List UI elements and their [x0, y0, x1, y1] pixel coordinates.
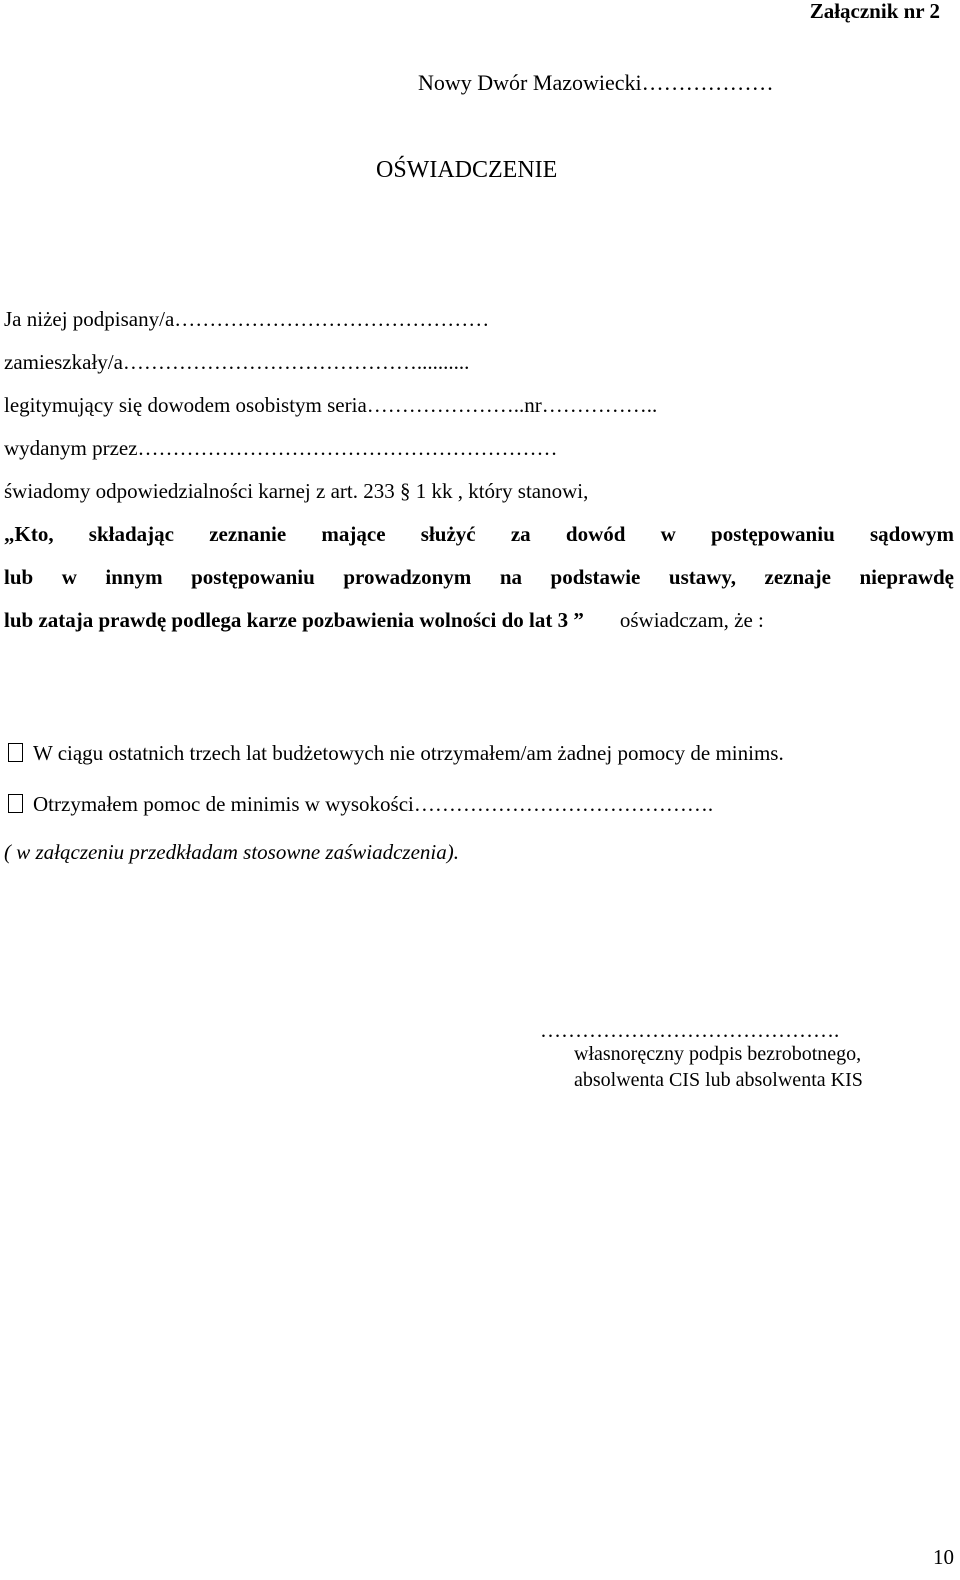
- option-no-aid-label: W ciągu ostatnich trzech lat budżetowych nie otrzymałem/am żadnej pomocy de minims.: [33, 741, 784, 765]
- place-line: Nowy Dwór Mazowiecki………………: [418, 70, 774, 95]
- checkbox-icon[interactable]: [8, 794, 23, 813]
- option-received-aid-label: Otrzymałem pomoc de minimis w wysokości…………………………………….: [33, 792, 714, 816]
- id-card-line: legitymujący się dowodem osobistym seria…………………..nr……………..: [4, 393, 658, 417]
- signatory-name-line: Ja niżej podpisany/a………………………………………: [4, 307, 490, 331]
- option-received-aid[interactable]: [8, 792, 713, 817]
- page-number: 10: [933, 1545, 954, 1569]
- document-title: OŚWIADCZENIE: [376, 157, 558, 183]
- checkbox-icon[interactable]: [8, 743, 23, 762]
- residence-line: zamieszkały/a……………………………………..........: [4, 350, 470, 374]
- legal-quote-text: lub zataja prawdę podlega karze pozbawienia wolności do lat 3 ”: [4, 608, 584, 632]
- annex-label: Załącznik nr 2: [809, 0, 940, 23]
- issued-by-line: wydanym przez……………………………………………………: [4, 436, 558, 460]
- declaration-intro: oświadczam, że :: [619, 608, 764, 632]
- signature-caption-2: absolwenta CIS lub absolwenta KIS: [574, 1069, 863, 1091]
- signature-line: …………………………………….: [540, 1018, 840, 1042]
- legal-quote-line-3: [4, 608, 954, 633]
- legal-quote-line-1: „Kto, składając zeznanie mające służyć za dowód w postępowaniu sądowym: [4, 522, 954, 546]
- attachment-note: ( w załączeniu przedkładam stosowne zaświadczenia).: [4, 840, 459, 864]
- option-no-aid[interactable]: [8, 741, 784, 766]
- signature-caption-1: własnoręczny podpis bezrobotnego,: [574, 1043, 862, 1065]
- legal-quote-line-2: lub w innym postępowaniu prowadzonym na podstawie ustawy, zeznaje nieprawdę: [4, 565, 954, 589]
- legal-awareness-line: świadomy odpowiedzialności karnej z art. 233 § 1 kk , który stanowi,: [4, 479, 589, 503]
